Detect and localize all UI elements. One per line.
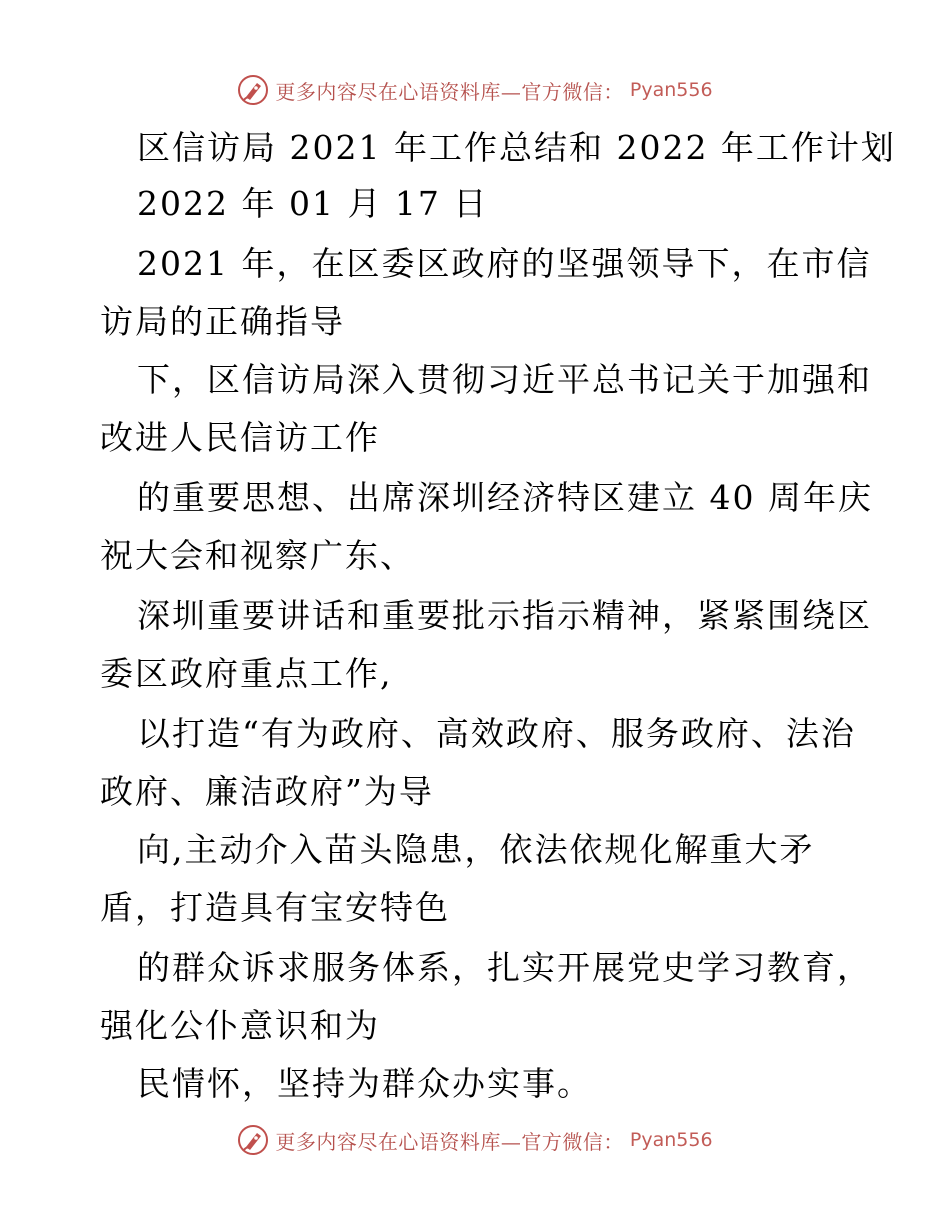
- paragraph-line: 以打造“有为政府、高效政府、服务政府、法治: [137, 714, 856, 753]
- paragraph-line: 委区政府重点工作,: [100, 654, 393, 693]
- paragraph-line: 强化公仆意识和为: [100, 1006, 380, 1045]
- paragraph-line: 下，区信访局深入贯彻习近平总书记关于加强和: [137, 360, 872, 399]
- paragraph-line: 盾，打造具有宝安特色: [100, 888, 450, 927]
- paragraph-line: 向,主动介入苗头隐患，依法依规化解重大矛: [137, 830, 815, 869]
- paragraph-line: 访局的正确指导: [100, 302, 345, 341]
- paragraph-line: 的群众诉求服务体系，扎实开展党史学习教育，: [137, 948, 872, 987]
- document-date: 2022 年 01 月 17 日: [137, 184, 489, 223]
- watermark-wechat-id: Pyan556: [629, 79, 713, 101]
- paragraph-line: 改进人民信访工作: [100, 418, 380, 457]
- pen-nib-logo-icon: [237, 1124, 269, 1156]
- watermark-text: 更多内容尽在心语资料库—官方微信：: [275, 1129, 624, 1154]
- footer-watermark: [0, 1120, 950, 1160]
- paragraph-line: 的重要思想、出席深圳经济特区建立 40 周年庆: [137, 478, 873, 517]
- header-watermark: [0, 70, 950, 110]
- paragraph-line: 政府、廉洁政府”为导: [100, 772, 434, 811]
- paragraph-line: 2021 年，在区委区政府的坚强领导下，在市信: [137, 244, 872, 283]
- watermark-wechat-id: Pyan556: [629, 1129, 713, 1151]
- watermark-text: 更多内容尽在心语资料库—官方微信：: [275, 79, 624, 104]
- paragraph-line: 民情怀，坚持为群众办实事。: [137, 1064, 592, 1103]
- paragraph-line: 祝大会和视察广东、: [100, 536, 415, 575]
- paragraph-line: 深圳重要讲话和重要批示指示精神，紧紧围绕区: [137, 596, 872, 635]
- document-title: 区信访局 2021 年工作总结和 2022 年工作计划: [137, 128, 896, 167]
- pen-nib-logo-icon: [237, 74, 269, 106]
